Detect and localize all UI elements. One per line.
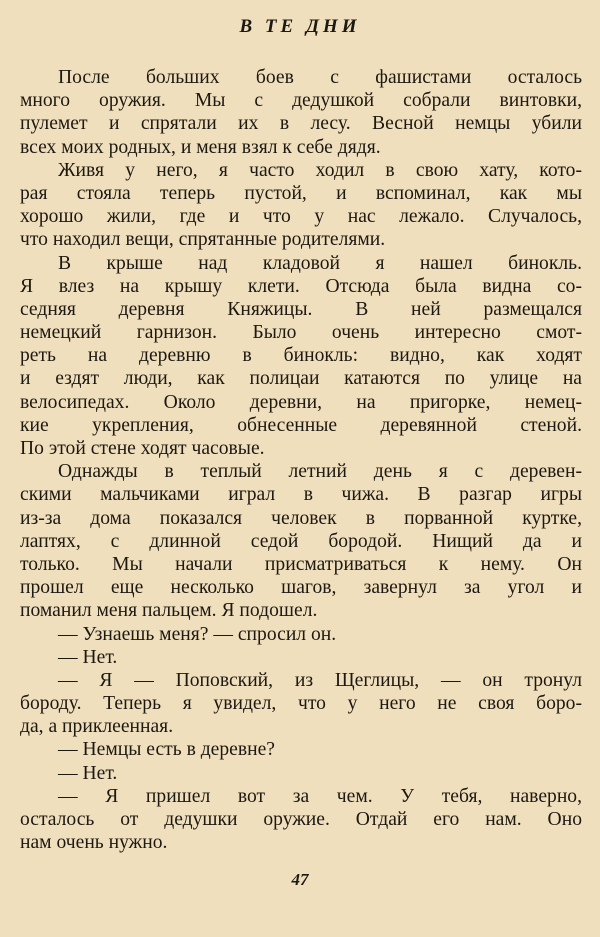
- text-line: По этой стене ходят часовые.: [20, 438, 265, 459]
- text-line: велосипедах. Около деревни, на пригорке, немец-: [20, 391, 582, 413]
- text-line: пулемет и спрятали их в лесу. Весной немцы убили: [20, 113, 582, 135]
- body-text: [20, 66, 582, 854]
- text-line: лаптях, с длинной седой бородой. Нищий да и: [20, 530, 582, 552]
- text-line: — Нет.: [58, 762, 118, 784]
- text-line: Я влез на крышу клети. Отсюда была видна со-: [20, 275, 582, 297]
- text-line: седняя деревня Княжицы. В ней размещался: [20, 298, 582, 320]
- text-line: — Нет.: [58, 646, 118, 668]
- text-line: только. Мы начали присматриваться к нему. Он: [20, 553, 582, 575]
- text-line: После больших боев с фашистами осталось: [58, 67, 582, 88]
- text-line: хорошо жили, где и что у нас лежало. Случалось,: [20, 206, 582, 228]
- text-line: Живя у него, я часто ходил в свою хату, кото-: [58, 159, 582, 181]
- text-line: всех моих родных, и меня взял к себе дядя.: [20, 136, 381, 158]
- text-line: — Немцы есть в деревне?: [58, 739, 276, 761]
- text-line: кие укрепления, обнесенные деревянной стеной.: [20, 414, 582, 436]
- text-line: бороду. Теперь я увидел, что у него не своя боро-: [20, 693, 582, 715]
- text-line: поманил меня пальцем. Я подошел.: [20, 600, 318, 622]
- text-line: — Я — Поповский, из Щеглицы, — он тронул: [58, 669, 582, 691]
- text-line: нам очень нужно.: [20, 832, 168, 854]
- text-line: что находил вещи, спрятанные родителями.: [20, 229, 386, 251]
- text-line: прошел еще несколько шагов, завернул за угол и: [20, 577, 582, 599]
- running-header: В ТЕ ДНИ: [239, 16, 361, 37]
- text-line: скими мальчиками играл в чижа. В разгар игры: [20, 484, 582, 506]
- page-number: 47: [291, 870, 309, 889]
- text-line: из-за дома показался человек в порванной куртке,: [20, 507, 582, 529]
- text-line: да, а приклеенная.: [20, 716, 174, 738]
- text-line: Однажды в теплый летний день я с деревен-: [58, 461, 582, 483]
- text-line: немецкий гарнизон. Было очень интересно смот-: [20, 322, 582, 344]
- text-line: — Я пришел вот за чем. У тебя, наверно,: [58, 785, 582, 807]
- text-line: реть на деревню в бинокль: видно, как ходят: [20, 345, 582, 367]
- text-line: — Узнаешь меня? — спросил он.: [58, 623, 337, 645]
- text-line: рая стояла теперь пустой, и вспоминал, как мы: [20, 182, 582, 204]
- text-line: В крыше над кладовой я нашел бинокль.: [58, 252, 582, 274]
- text-line: осталось от дедушки оружие. Отдай его нам. Оно: [20, 809, 582, 830]
- text-line: много оружия. Мы с дедушкой собрали винтовки,: [20, 90, 582, 112]
- text-line: и ездят люди, как полицаи катаются по улице на: [20, 368, 582, 390]
